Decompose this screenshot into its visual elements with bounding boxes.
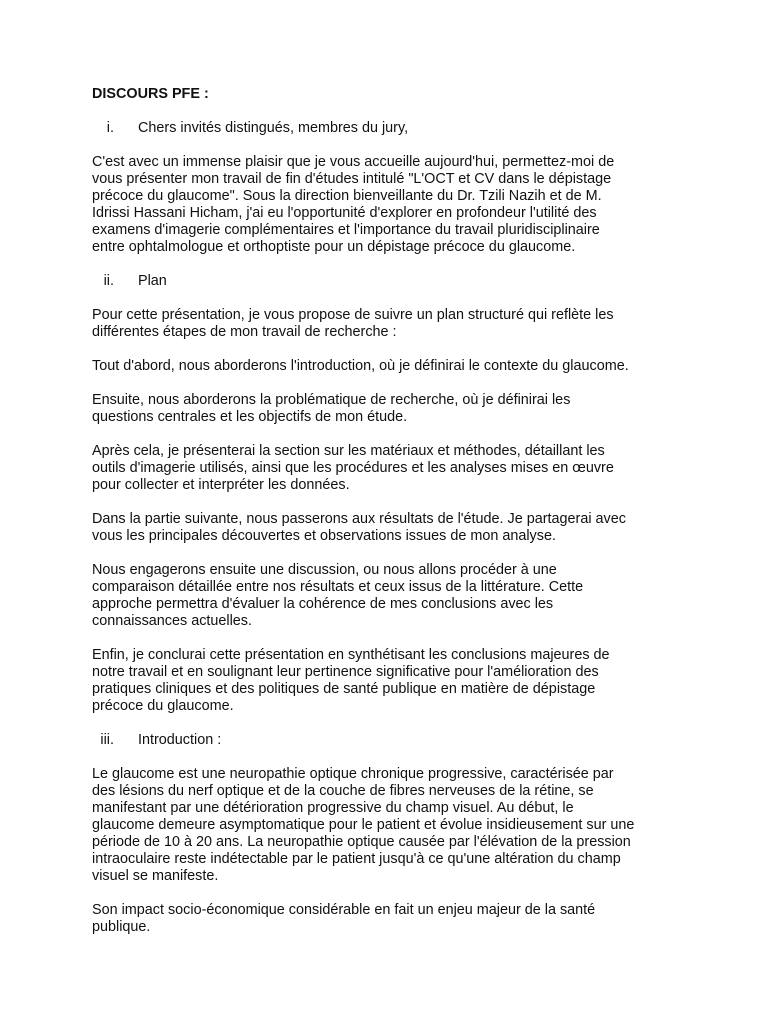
paragraph-line: Nous engagerons ensuite une discussion, ou nous allons procéder à une (92, 562, 557, 578)
section-number: iii. (100, 732, 114, 748)
paragraph-line: Après cela, je présenterai la section sur les matériaux et méthodes, détaillant les (92, 443, 605, 459)
section-number: i. (106, 120, 114, 136)
document-page (92, 86, 682, 953)
paragraph-line: entre ophtalmologue et orthoptiste pour un dépistage précoce du glaucome. (92, 239, 576, 255)
section-number: ii. (103, 273, 114, 289)
section-heading (92, 732, 682, 749)
paragraph-line: Dans la partie suivante, nous passerons aux résultats de l'étude. Je partagerai avec (92, 511, 626, 527)
section-title: Chers invités distingués, membres du jury, (138, 120, 409, 136)
paragraph-line: visuel se manifeste. (92, 868, 219, 884)
paragraph (92, 511, 682, 545)
paragraph (92, 562, 682, 630)
document-title: DISCOURS PFE : (92, 86, 209, 102)
paragraph-line: précoce du glaucome". Sous la direction bienveillante du Dr. Tzili Nazih et de M. (92, 188, 602, 204)
paragraph-line: outils d'imagerie utilisés, ainsi que les procédures et les analyses mises en œuvre (92, 460, 614, 476)
paragraph-line: différentes étapes de mon travail de recherche : (92, 324, 397, 340)
paragraph-line: Idrissi Hassani Hicham, j'ai eu l'opportunité d'explorer en profondeur l'utilité des (92, 205, 597, 221)
section-title: Introduction : (138, 732, 222, 748)
paragraph-line: Son impact socio-économique considérable en fait un enjeu majeur de la santé (92, 902, 596, 918)
paragraph (92, 766, 682, 885)
paragraph-line: vous les principales découvertes et observations issues de mon analyse. (92, 528, 556, 544)
paragraph-line: approche permettra d'évaluer la cohérence de mes conclusions avec les (92, 596, 554, 612)
paragraph-line: glaucome demeure asymptomatique pour le patient et évolue insidieusement sur une (92, 817, 635, 833)
section-heading (92, 120, 682, 137)
paragraph-line: Pour cette présentation, je vous propose de suivre un plan structuré qui reflète les (92, 307, 614, 323)
paragraph-line: vous présenter mon travail de fin d'études intitulé "L'OCT et CV dans le dépistage (92, 171, 612, 187)
paragraph-line: pratiques cliniques et des politiques de santé publique en matière de dépistage (92, 681, 596, 697)
paragraph-line: pour collecter et interpréter les données. (92, 477, 350, 493)
paragraph (92, 392, 682, 426)
paragraph-line: notre travail et en soulignant leur pertinence significative pour l'amélioration des (92, 664, 599, 680)
section-heading (92, 273, 682, 290)
paragraph (92, 358, 682, 375)
paragraph-line: questions centrales et les objectifs de mon étude. (92, 409, 408, 425)
paragraph (92, 307, 682, 341)
paragraph-line: comparaison détaillée entre nos résultats et ceux issus de la littérature. Cette (92, 579, 584, 595)
paragraph-line: Ensuite, nous aborderons la problématique de recherche, où je définirai les (92, 392, 571, 408)
paragraph-line: Tout d'abord, nous aborderons l'introduction, où je définirai le contexte du glaucome. (92, 358, 629, 374)
paragraph-line: manifestant par une détérioration progressive du champ visuel. Au début, le (92, 800, 574, 816)
paragraph (92, 154, 682, 256)
paragraph (92, 443, 682, 494)
paragraph-line: Le glaucome est une neuropathie optique chronique progressive, caractérisée par (92, 766, 614, 782)
section-title: Plan (138, 273, 167, 289)
paragraph-line: connaissances actuelles. (92, 613, 252, 629)
paragraph-line: C'est avec un immense plaisir que je vous accueille aujourd'hui, permettez-moi de (92, 154, 615, 170)
paragraph-line: précoce du glaucome. (92, 698, 234, 714)
paragraph-line: période de 10 à 20 ans. La neuropathie optique causée par l'élévation de la pression (92, 834, 631, 850)
paragraph-line: examens d'imagerie complémentaires et l'importance du travail pluridisciplinaire (92, 222, 600, 238)
document-body (92, 120, 682, 936)
paragraph-line: publique. (92, 919, 151, 935)
paragraph-line: intraoculaire reste indétectable par le patient jusqu'à ce qu'une altération du champ (92, 851, 621, 867)
paragraph-line: des lésions du nerf optique et de la couche de fibres nerveuses de la rétine, se (92, 783, 594, 799)
paragraph (92, 647, 682, 715)
paragraph-line: Enfin, je conclurai cette présentation en synthétisant les conclusions majeures de (92, 647, 610, 663)
paragraph (92, 902, 682, 936)
